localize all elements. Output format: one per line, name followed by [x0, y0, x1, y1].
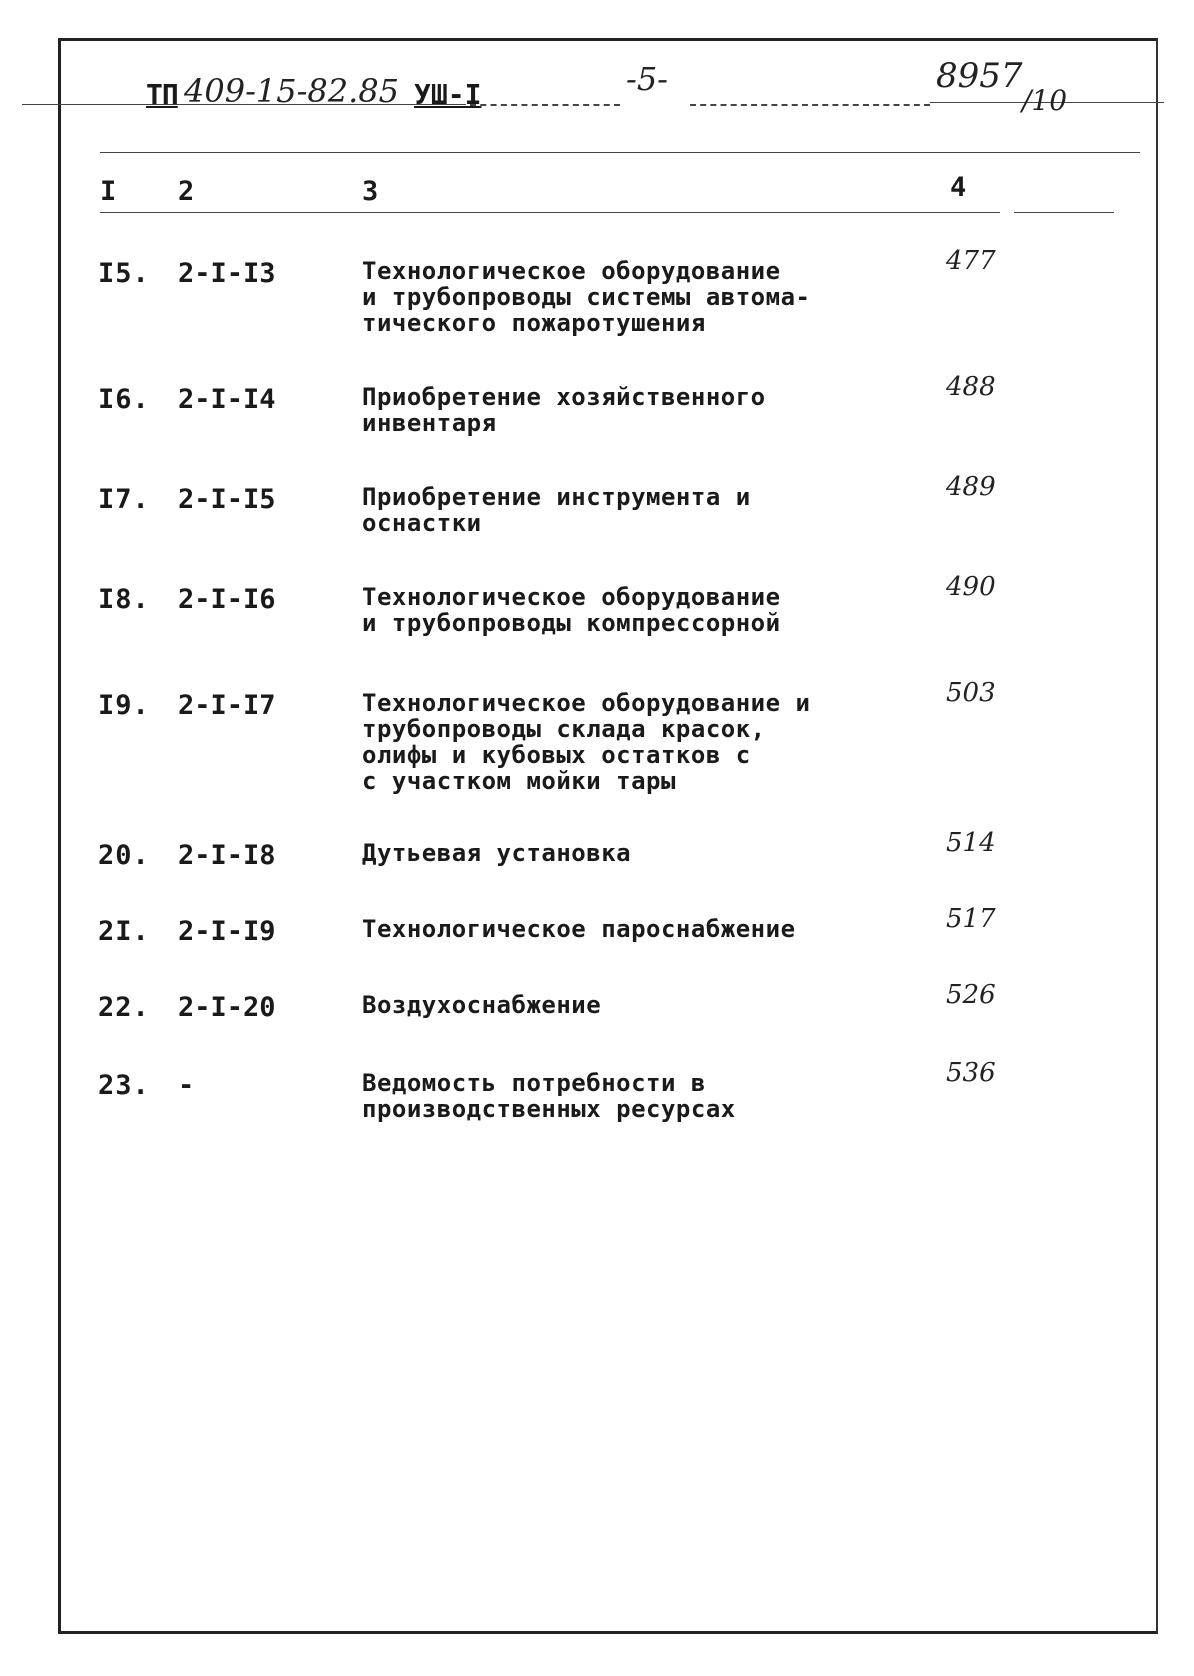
row-title: Технологическое оборудование и трубопроводы склада красок, олифы и кубовых остатков с с участком мойки тары [362, 689, 811, 795]
table-head-rule-right [1014, 212, 1114, 213]
row-title: Технологическое оборудование и трубопроводы компрессорной [362, 583, 781, 637]
header-dash-mid [470, 104, 620, 106]
table-top-rule [100, 152, 1140, 153]
row-page: 517 [946, 904, 996, 934]
row-code: 2-I-I9 [178, 916, 276, 947]
table-head-rule [100, 212, 1000, 213]
row-number: I9. [98, 690, 150, 721]
row-number: 20. [98, 840, 150, 871]
row-page: 489 [946, 472, 996, 502]
column-header-3: 3 [362, 176, 379, 207]
row-title: Приобретение инструмента и оснастки [362, 483, 751, 537]
row-page: 536 [946, 1058, 996, 1088]
row-page: 490 [946, 572, 996, 602]
column-header-2: 2 [178, 176, 195, 207]
doc-number-sub: /10 [1022, 84, 1068, 117]
doc-code-handwritten: 409-15-82.85 [184, 72, 400, 110]
row-title: Технологическое оборудование и трубопроводы системы автома- тического пожаротушения [362, 257, 811, 337]
row-number: I8. [98, 584, 150, 615]
row-title: Приобретение хозяйственного инвентаря [362, 383, 766, 437]
row-page: 514 [946, 828, 996, 858]
doc-code-prefix: ТП [146, 78, 178, 111]
row-page: 526 [946, 980, 996, 1010]
header-left-line [22, 104, 152, 105]
column-header-1: I [100, 176, 117, 207]
row-number: I5. [98, 258, 150, 289]
row-number: 2I. [98, 916, 150, 947]
row-code: - [178, 1070, 195, 1101]
header-dash-right [690, 104, 930, 106]
doc-number: 8957 [936, 56, 1023, 96]
row-number: 22. [98, 992, 150, 1023]
doc-code-suffix: УШ-I [414, 78, 482, 111]
row-code: 2-I-I5 [178, 484, 276, 515]
row-code: 2-I-I8 [178, 840, 276, 871]
row-number: I6. [98, 384, 150, 415]
row-page: 488 [946, 372, 996, 402]
row-title: Дутьевая установка [362, 839, 632, 867]
row-number: I7. [98, 484, 150, 515]
row-code: 2-I-I4 [178, 384, 276, 415]
row-code: 2-I-I6 [178, 584, 276, 615]
row-code: 2-I-I7 [178, 690, 276, 721]
row-code: 2-I-I3 [178, 258, 276, 289]
row-page: 477 [946, 246, 996, 276]
page-number: -5- [626, 60, 668, 98]
column-header-4: 4 [950, 172, 967, 203]
row-title: Воздухоснабжение [362, 991, 602, 1019]
row-page: 503 [946, 678, 996, 708]
row-code: 2-I-20 [178, 992, 276, 1023]
row-title: Ведомость потребности в производственных ресурсах [362, 1069, 736, 1123]
row-number: 23. [98, 1070, 150, 1101]
row-title: Технологическое пароснабжение [362, 915, 796, 943]
